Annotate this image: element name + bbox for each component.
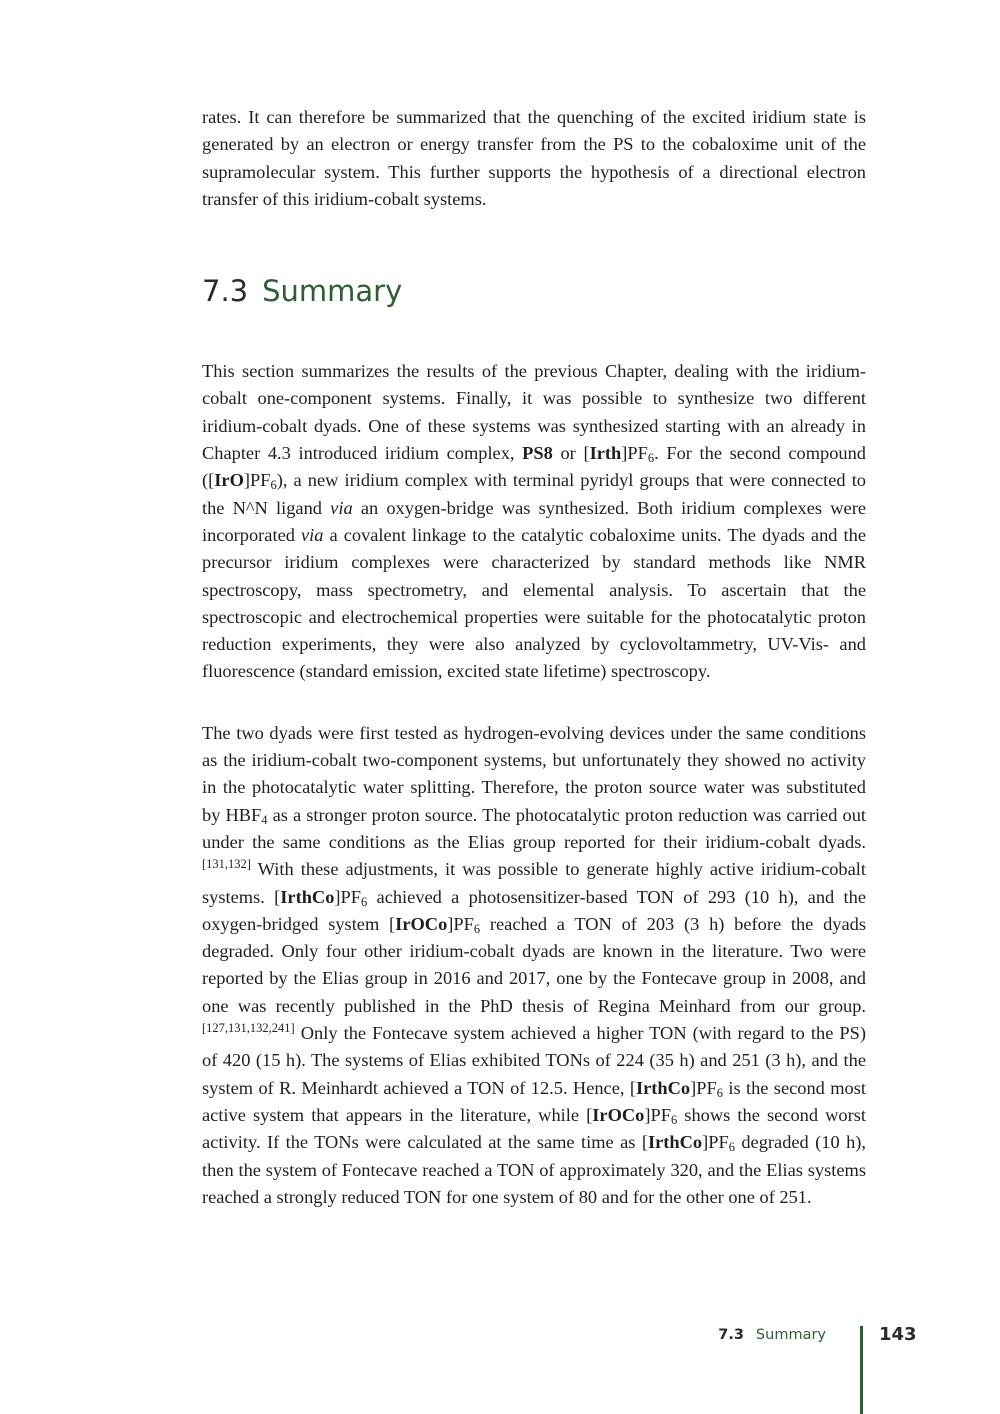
compound-label: Irth	[589, 443, 622, 464]
text-run: . For the second compound ([	[202, 443, 866, 491]
section-number: 7.3	[202, 274, 249, 309]
subscript: 6	[716, 1085, 723, 1100]
text-run: ), a new iridium complex with terminal pyridyl groups that were connected to the N^N ligand	[202, 470, 866, 518]
section-title: Summary	[262, 274, 403, 309]
subscript: 6	[647, 451, 655, 466]
compound-label: IrOCo	[395, 913, 448, 934]
text-run: shows the second worst activity. If the TONs were calculated at the same time as [	[202, 1104, 866, 1153]
citation-reference: [127,131,132,241]	[202, 1021, 295, 1036]
footer-section-number: 7.3	[718, 1327, 744, 1343]
subscript: 6	[270, 478, 277, 493]
subscript: 6	[473, 921, 481, 936]
text-run: With these adjustments, it was possible to generate highly active iridium-cobalt systems. [	[202, 859, 866, 907]
paragraph-continued	[202, 104, 866, 213]
page-number: 143	[879, 1324, 917, 1345]
compound-label: IrthCo	[647, 1132, 703, 1153]
text-run: degraded (10 h), then the system of Fontecave reached a TON of approximately 320, and the Elias systems reached a strongly reduced TON for one system of 80 and for the other one of 251.	[202, 1132, 866, 1207]
text-run: is the second most active system that appears in the literature, while [	[202, 1077, 866, 1125]
page-body	[202, 104, 866, 1211]
text-run: ]PF	[334, 886, 361, 907]
running-footer	[718, 1327, 826, 1343]
text-run: rates. It can therefore be summarized that the quenching of the excited iridium state is generated by an electron or energy transfer from the PS to the cobaloxime unit of the supramolecular system. This further supports the hypothesis of a directional electron transfer of this iridium-cobalt systems.	[202, 107, 866, 209]
footer-section-title: Summary	[755, 1327, 826, 1343]
compound-label: IrthCo	[635, 1077, 691, 1098]
subscript: 6	[728, 1140, 735, 1155]
subscript: 4	[261, 812, 268, 827]
citation-reference: [131,132]	[202, 857, 251, 872]
subscript: 6	[670, 1112, 678, 1127]
section-heading	[202, 271, 866, 311]
compound-label: IrthCo	[280, 886, 335, 907]
text-run: an oxygen-bridge was synthesized. Both iridium complexes were incorporated	[202, 497, 866, 545]
text-run: or [	[552, 443, 590, 464]
text-run: Only the Fontecave system achieved a higher TON (with regard to the PS) of 420 (15 h). The systems of Elias exhibited TONs of 224 (35 h) and 251 (3 h), and the system of R. Meinhardt achieved a TON of 12.5. Hence, [	[202, 1023, 866, 1098]
paragraph-summary-1	[202, 358, 866, 686]
compound-label: PS8	[522, 443, 553, 464]
compound-label: IrO	[214, 470, 244, 491]
text-run: ]PF	[690, 1077, 717, 1098]
paragraph-summary-2	[202, 720, 866, 1211]
text-run: ]PF	[243, 470, 271, 491]
text-run: ]PF	[702, 1132, 729, 1153]
text-run: as a stronger proton source. The photocatalytic proton reduction was carried out under the same conditions as the Elias group reported for their iridium-cobalt dyads.	[202, 804, 866, 852]
subscript: 6	[361, 894, 368, 909]
text-run: ]PF	[447, 913, 474, 934]
compound-label: IrOCo	[592, 1104, 645, 1125]
footer-divider	[860, 1326, 863, 1414]
page-footer	[0, 1322, 1000, 1352]
italic-text: via	[330, 497, 353, 518]
text-run: achieved a photosensitizer-based TON of 293 (10 h), and the oxygen-bridged system [	[202, 886, 866, 934]
italic-text: via	[300, 524, 324, 545]
text-run: ]PF	[644, 1104, 671, 1125]
text-run: The two dyads were first tested as hydrogen-evolving devices under the same conditions as the iridium-cobalt two-component systems, but unfortunately they showed no activity in the photocatalytic water splitting. Therefore, the proton source water was substituted by HBF	[202, 722, 866, 825]
text-run: a covalent linkage to the catalytic cobaloxime units. The dyads and the precursor iridium complexes were characterized by standard methods like NMR spectroscopy, mass spectrometry, and elemental analysis. To ascertain that the spectroscopic and electrochemical properties were suitable for the photocatalytic proton reduction experiments, they were also analyzed by cyclovoltammetry, UV-Vis- and fluorescence (standard emission, excited state lifetime) spectroscopy.	[202, 524, 866, 682]
text-run: This section summarizes the results of the previous Chapter, dealing with the iridium-cobalt one-component systems. Finally, it was possible to synthesize two different iridium-cobalt dyads. One of these systems was synthesized starting with an already in Chapter 4.3 introduced iridium complex,	[202, 361, 866, 464]
text-run: ]PF	[621, 443, 648, 464]
text-run: reached a TON of 203 (3 h) before the dyads degraded. Only four other iridium-cobalt dyads are known in the literature. Two were reported by the Elias group in 2016 and 2017, one by the Fontecave group in 2008, and one was recently published in the PhD thesis of Regina Meinhard from our group.	[202, 913, 866, 1016]
